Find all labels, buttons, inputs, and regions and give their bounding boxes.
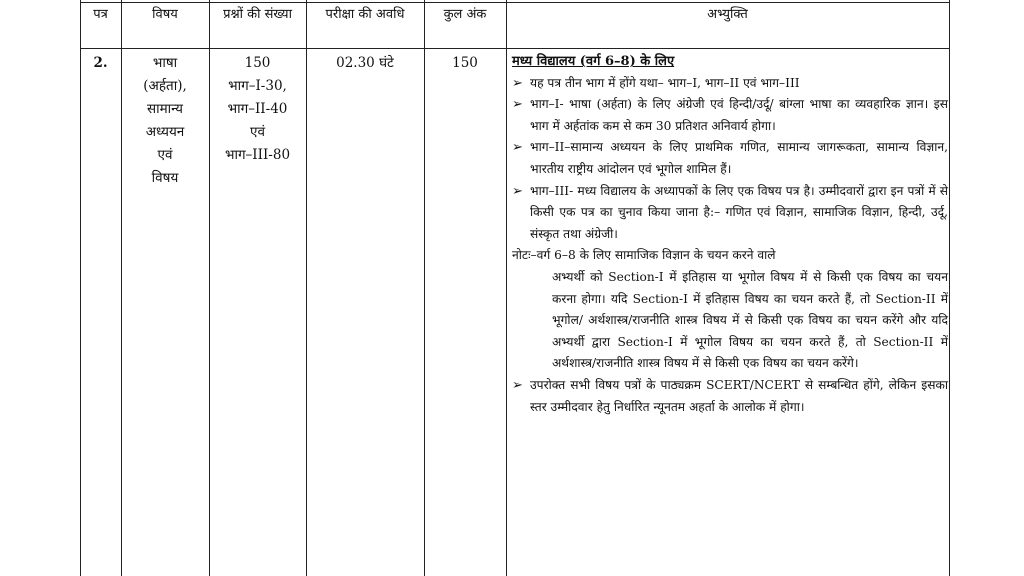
remarks-bullet [512,94,948,137]
header-paper: पत्र [93,7,108,22]
arrow-bullet-icon: ➢ [512,75,523,91]
header-remarks: अभ्युक्ति [707,7,748,22]
remarks-bullet [512,181,948,246]
arrow-bullet-icon: ➢ [512,97,523,113]
subject-cell [121,52,209,190]
questions-line: भाग–III-80 [224,147,291,163]
questions-line: भाग–II-40 [227,101,288,117]
remarks-cell [512,51,948,418]
subject-line: सामान्य [146,101,183,117]
header-bottom-border [80,48,950,49]
column-divider [306,0,307,576]
remarks-bullet [512,375,948,418]
subject-line: (अर्हता), [143,78,187,94]
bullet-text: उपरोक्त सभी विषय पत्रों के पाठ्यक्रम SCERT/NCERT से सम्बन्धित होंगे, लेकिन इसका स्तर उम्मीदवार हेतु निर्धारित न्यूनतम अहर्ता के आलोक में होगा। [530,377,948,414]
questions-line: भाग–I-30, [228,78,287,94]
bullet-text: यह पत्र तीन भाग में होंगे यथा– भाग–I, भाग–II एवं भाग–III [530,75,800,90]
duration-cell: 02.30 घंटे [336,55,394,71]
subject-line: विषय [151,170,179,186]
arrow-bullet-icon: ➢ [512,183,523,199]
questions-line: 150 [244,55,271,71]
bullet-text: भाग–II–सामान्य अध्ययन के लिए प्राथमिक गणित, सामान्य जागरूकता, सामान्य विज्ञान, भारतीय राष्ट्रीय आंदोलन एवं भूगोल शामिल हैं। [530,140,948,176]
header-duration: परीक्षा की अवधि [325,7,405,22]
questions-line: एवं [250,124,265,140]
paper-number: 2. [93,55,108,71]
column-divider [424,0,425,576]
arrow-bullet-icon: ➢ [512,140,523,156]
remarks-bullet [512,137,948,180]
table-top-border [80,2,950,3]
subject-line: एवं [157,147,173,163]
column-divider [506,0,507,576]
remarks-title: मध्य विद्यालय (वर्ग 6–8) के लिए [512,54,675,69]
subject-line: अध्ययन [145,124,185,140]
arrow-bullet-icon: ➢ [512,377,523,393]
subject-line: भाषा [152,55,178,71]
column-divider [80,0,81,576]
questions-cell [209,52,306,167]
note-heading: नोटः–वर्ग 6–8 के लिए सामाजिक विज्ञान के चयन करने वाले [512,248,776,263]
remarks-bullet [512,73,948,95]
bullet-text: भाग–I- भाषा (अर्हता) के लिए अंग्रेजी एवं हिन्दी/उर्दू/ बांग्ला भाषा का व्यवहारिक ज्ञान। इस भाग में अर्हतांक कम से कम 30 प्रतिशत अनिवार्य होगा। [530,97,948,133]
header-questions: प्रश्नों की संख्या [223,7,292,22]
column-divider [949,0,950,576]
header-subject: विषय [152,7,178,22]
note-body: अभ्यर्थी को Section-I में इतिहास या भूगोल विषय में से किसी एक विषय का चयन करना होगा। यदि Section-I में इतिहास विषय का चयन करते हैं, तो Section-II में भूगोल/ अर्थशास्त्र/राजनीति शास्त्र विषय में से किसी एक विषय का चयन करेंगे और यदि अभ्यर्थी द्वारा Section-I में भूगोल विषय का चयन करते हैं, तो Section-II में अर्थशास्त्र/राजनीति शास्त्र विषय में से किसी एक विषय का चयन करेंगे। [552,269,948,371]
bullet-text: भाग–III- मध्य विद्यालय के अध्यापकों के लिए एक विषय पत्र है। उम्मीदवारों द्वारा इन पत्रों में से किसी एक पत्र का चुनाव किया जाना है:– गणित एवं विज्ञान, सामाजिक विज्ञान, हिन्दी, उर्दू, संस्कृत तथा अंग्रेजी। [530,183,948,241]
marks-cell: 150 [452,55,478,71]
header-marks: कुल अंक [443,7,487,22]
